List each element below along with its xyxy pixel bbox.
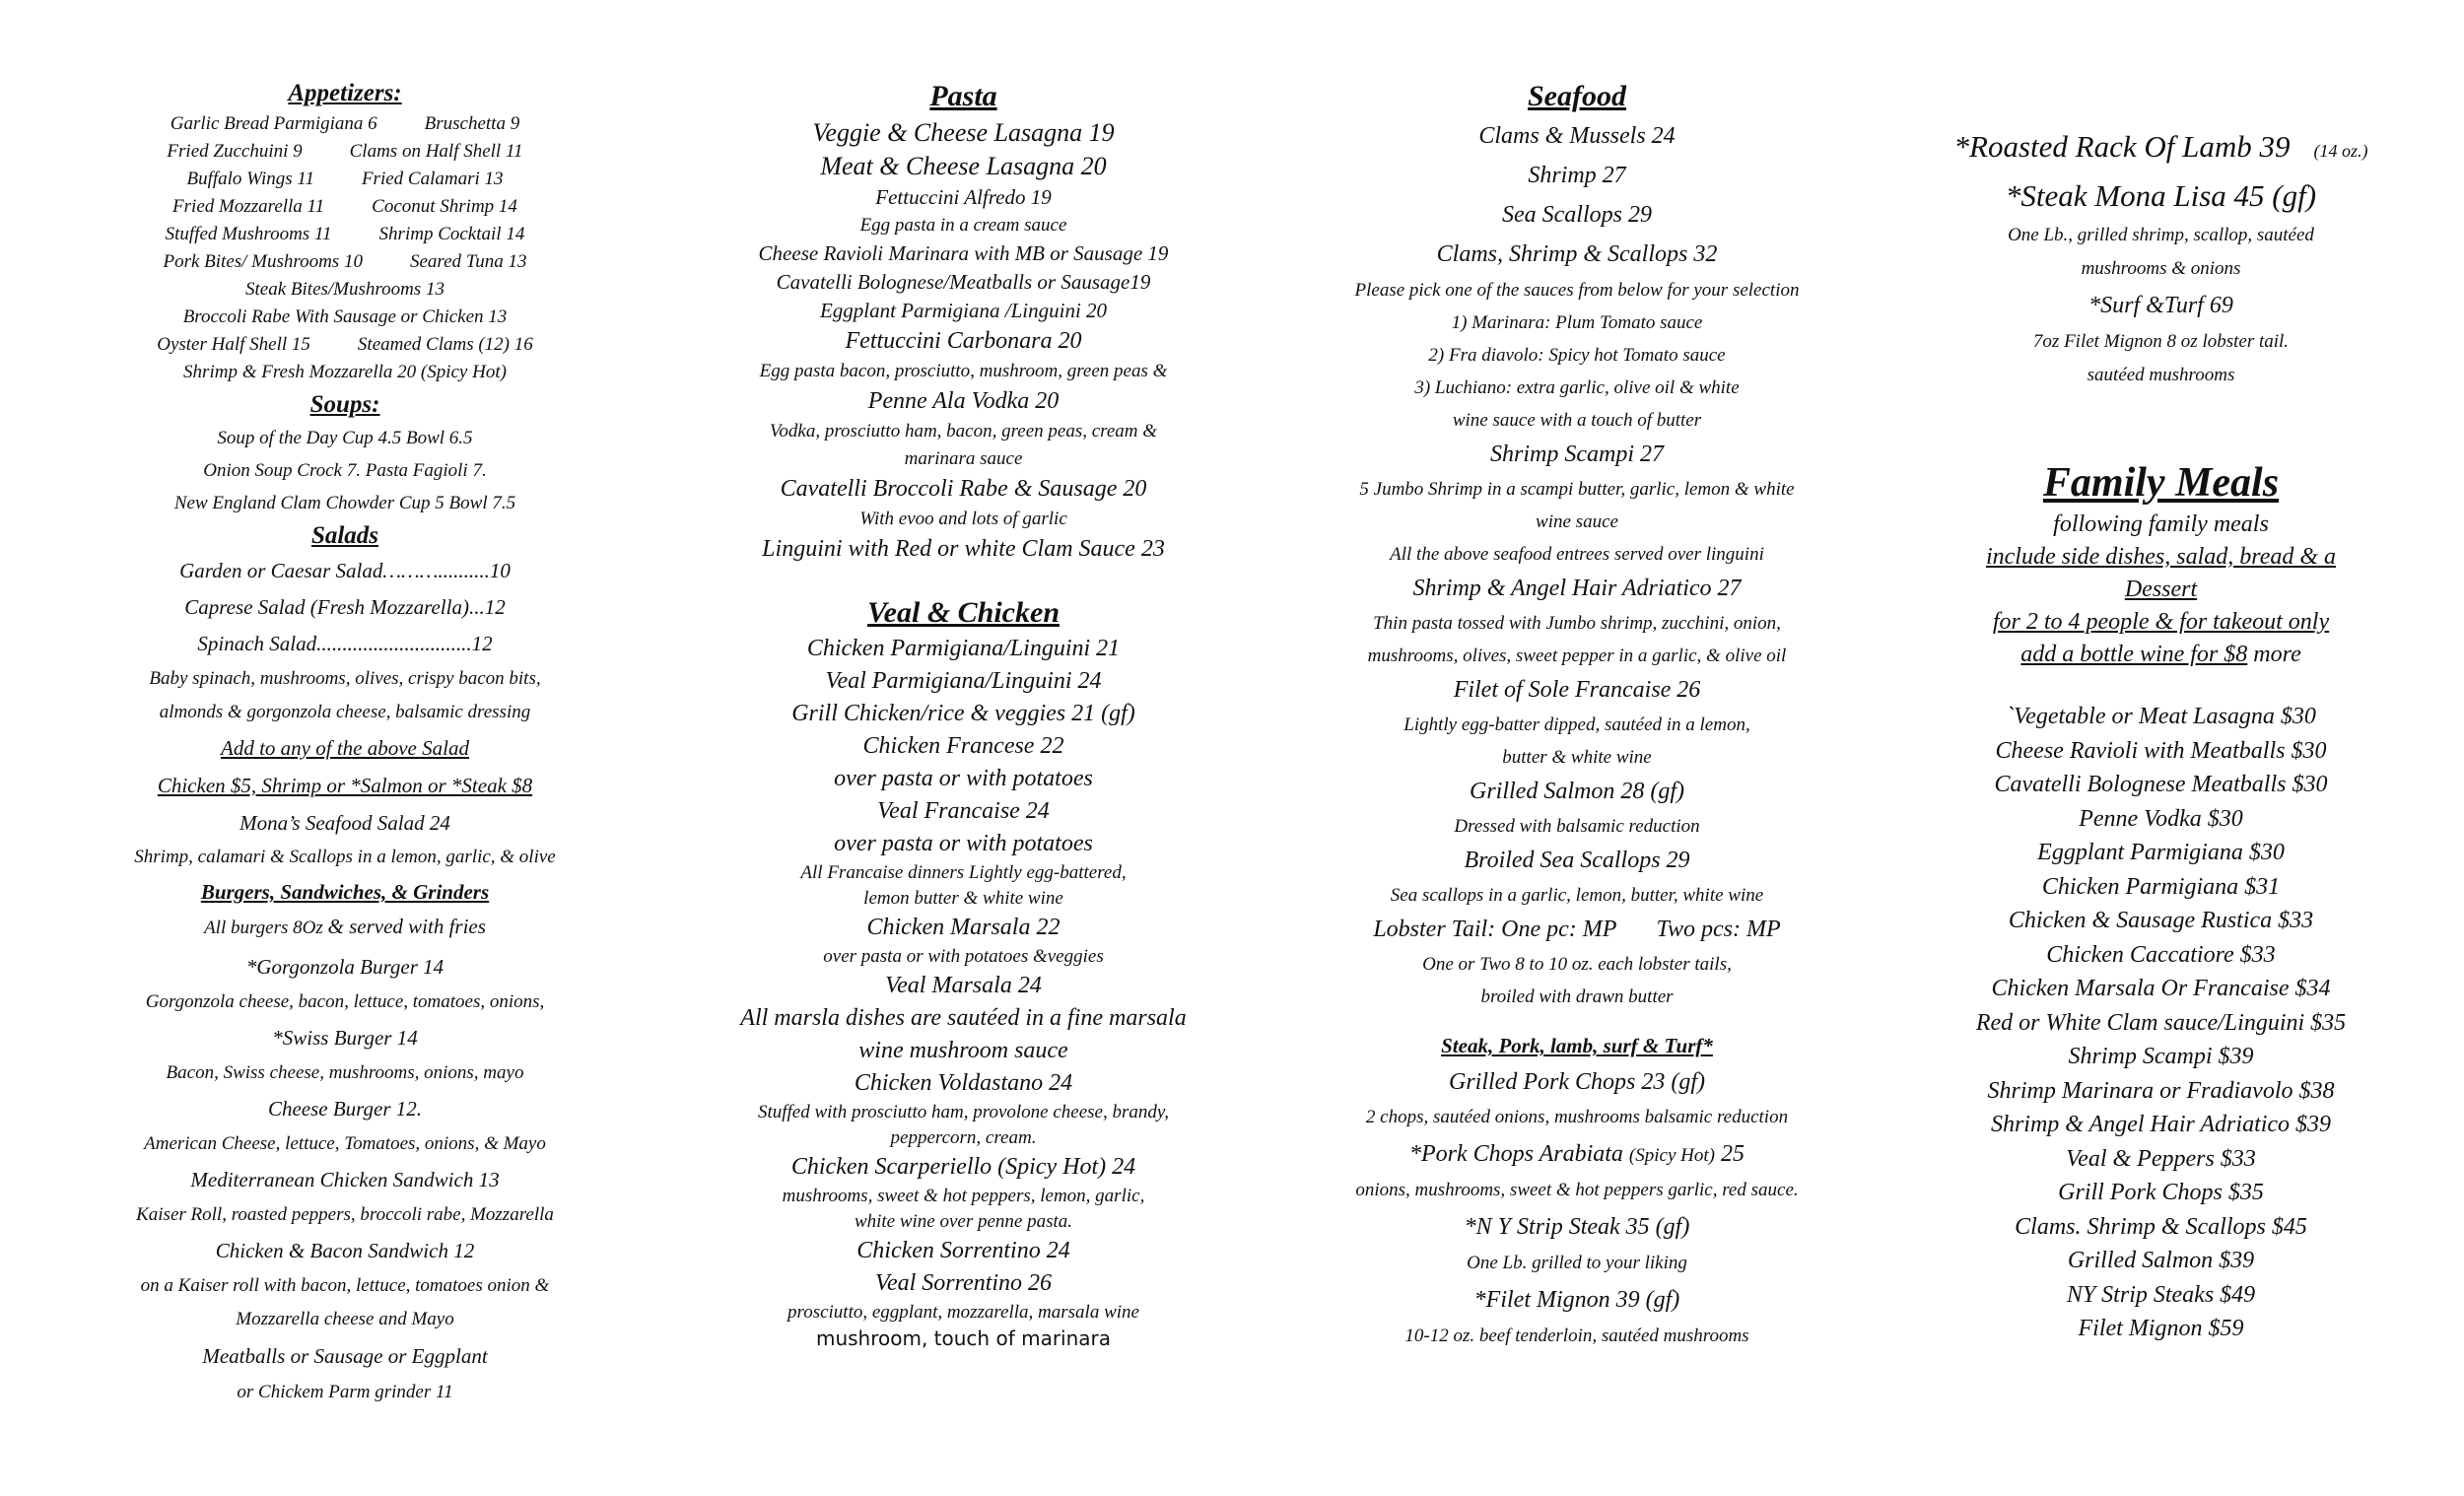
- salad-garden: Garden or Caesar Salad………..........10: [179, 559, 511, 582]
- menu-item-note: wine mushroom sauce: [858, 1038, 1068, 1063]
- menu-item: Broiled Sea Scallops 29: [1464, 848, 1690, 873]
- menu-item-desc: 10-12 oz. beef tenderloin, sautéed mushrooms: [1404, 1326, 1749, 1346]
- family-meal-item: Filet Mignon $59: [2078, 1316, 2244, 1341]
- surf-and-turf: *Surf &Turf 69: [2088, 293, 2233, 318]
- menu-item: Chicken Marsala 22: [866, 915, 1061, 940]
- salad-add-on: Add to any of the above Salad: [221, 736, 469, 760]
- appetizer-broccoli-rabe: Broccoli Rabe With Sausage or Chicken 13: [182, 306, 508, 327]
- menu-item: Chicken Voldastano 24: [854, 1070, 1073, 1096]
- menu-item: Grilled Pork Chops 23 (gf): [1449, 1069, 1705, 1095]
- family-meal-item: Chicken Marsala Or Francaise $34: [1991, 976, 2331, 1001]
- soups-heading: Soups:: [309, 391, 380, 418]
- family-meal-item: Shrimp Marinara or Fradiavolo $38: [1987, 1077, 2335, 1104]
- menu-item: Shrimp & Angel Hair Adriatico 27: [1412, 576, 1742, 601]
- family-meal-item: Cheese Ravioli with Meatballs $30: [1995, 737, 2327, 764]
- appetizer-steak-bites: Steak Bites/Mushrooms 13: [245, 279, 445, 300]
- menu-item-desc: Egg pasta bacon, prosciutto, mushroom, green peas &: [759, 361, 1168, 381]
- family-meal-item: Penne Vodka $30: [2079, 805, 2243, 832]
- family-meal-item: Shrimp Scampi $39: [2068, 1044, 2254, 1069]
- menu-item-desc: With evoo and lots of garlic: [859, 509, 1067, 529]
- menu-item-desc: 5 Jumbo Shrimp in a scampi butter, garlic, lemon & white: [1359, 479, 1795, 500]
- menu-item: Cavatelli Broccoli Rabe & Sausage 20: [780, 476, 1147, 502]
- family-meals-list: [1887, 700, 2434, 1346]
- menu-item: Fettuccini Alfredo 19: [875, 185, 1052, 209]
- monas-seafood-salad-desc: Shrimp, calamari & Scallops in a lemon, garlic, & olive: [134, 847, 556, 867]
- family-meals-note: add a bottle wine for $8 more: [2020, 642, 2301, 667]
- menu-item-desc: butter & white wine: [1502, 747, 1652, 768]
- salad-spinach-desc: almonds & gorgonzola cheese, balsamic dressing: [159, 702, 531, 722]
- family-meal-item: `Vegetable or Meat Lasagna $30: [2006, 704, 2316, 729]
- salad-add-on-prices: Chicken $5, Shrimp or *Salmon or *Steak $8: [157, 774, 533, 797]
- menu-item: Shrimp Scampi 27: [1490, 442, 1664, 467]
- menu-item: Linguini with Red or white Clam Sauce 23: [762, 536, 1165, 562]
- family-meal-item: Eggplant Parmigiana $30: [2037, 840, 2285, 865]
- menu-item-desc: mushrooms & onions: [2081, 258, 2241, 279]
- swiss-burger-desc: Bacon, Swiss cheese, mushrooms, onions, mayo: [166, 1062, 524, 1083]
- monas-seafood-salad: Mona’s Seafood Salad 24: [240, 811, 450, 835]
- veal-chicken-heading: Veal & Chicken: [866, 596, 1060, 629]
- menu-item-desc: Vodka, prosciutto ham, bacon, green peas, cream &: [769, 421, 1158, 442]
- menu-item: Veal Marsala 24: [885, 973, 1042, 998]
- family-meal-item: Shrimp & Angel Hair Adriatico $39: [1990, 1112, 2332, 1137]
- menu-item-desc: peppercorn, cream.: [890, 1127, 1037, 1148]
- cheese-burger: Cheese Burger 12.: [267, 1097, 423, 1121]
- appetizers-heading: Appetizers:: [288, 80, 402, 106]
- menu-item-desc: Dressed with balsamic reduction: [1454, 816, 1700, 837]
- menu-item: Veal Parmigiana/Linguini 24: [825, 668, 1102, 694]
- gorgonzola-burger-desc: Gorgonzola cheese, bacon, lettuce, tomatoes, onions,: [145, 991, 545, 1012]
- chicken-bacon-sandwich: Chicken & Bacon Sandwich 12: [215, 1239, 475, 1262]
- menu-item-desc: white wine over penne pasta.: [854, 1211, 1073, 1232]
- appetizer-row: Pork Bites/ Mushrooms 10 Seared Tuna 13: [163, 251, 527, 272]
- menu-item-desc: One Lb. grilled to your liking: [1467, 1253, 1687, 1273]
- family-meal-item: NY Strip Steaks $49: [2066, 1281, 2256, 1308]
- appetizer-row: Stuffed Mushrooms 11 Shrimp Cocktail 14: [165, 224, 525, 244]
- menu-item: Clams, Shrimp & Scallops 32: [1436, 241, 1718, 267]
- chicken-bacon-sandwich-desc: on a Kaiser roll with bacon, lettuce, tomatoes onion &: [140, 1275, 550, 1296]
- menu-item: Filet of Sole Francaise 26: [1453, 677, 1701, 703]
- seafood-heading: Seafood: [1528, 80, 1626, 112]
- menu-item-desc: onions, mushrooms, sweet & hot peppers garlic, red sauce.: [1355, 1180, 1799, 1200]
- menu-item-desc: 7oz Filet Mignon 8 oz lobster tail.: [2032, 331, 2290, 352]
- column-specials-family: [1887, 0, 2434, 1496]
- menu-item-desc: broiled with drawn butter: [1480, 986, 1674, 1007]
- steak-heading: Steak, Pork, lamb, surf & Turf*: [1441, 1034, 1713, 1057]
- menu-item-desc: Stuffed with prosciutto ham, provolone cheese, brandy,: [757, 1102, 1170, 1122]
- family-meal-item: Chicken & Sausage Rustica $33: [2008, 908, 2314, 933]
- appetizer-row: Fried Zucchuini 9 Clams on Half Shell 11: [167, 141, 523, 162]
- burgers-note: All burgers 8Oz & served with fries: [204, 915, 486, 938]
- menu-item: Veggie & Cheese Lasagna 19: [812, 118, 1115, 147]
- pasta-heading: Pasta: [929, 80, 997, 112]
- menu-item-note: All marsla dishes are sautéed in a fine marsala: [740, 1005, 1187, 1031]
- family-meals-note: Dessert: [2124, 577, 2198, 602]
- menu-item: Chicken Scarperiello (Spicy Hot) 24: [790, 1154, 1136, 1180]
- soup-line: Onion Soup Crock 7. Pasta Fagioli 7.: [203, 460, 487, 481]
- sauce-option: wine sauce with a touch of butter: [1452, 410, 1702, 431]
- menu-item-desc: Egg pasta in a cream sauce: [859, 215, 1067, 236]
- family-meal-item: Red or White Clam sauce/Linguini $35: [1975, 1009, 2347, 1036]
- appetizer-row: Buffalo Wings 11 Fried Calamari 13: [186, 169, 504, 189]
- menu-item: Meat & Cheese Lasagna 20: [820, 152, 1107, 180]
- appetizer-row: Fried Mozzarella 11 Coconut Shrimp 14: [172, 196, 517, 217]
- salads-heading: Salads: [310, 522, 379, 549]
- appetizer-row: Oyster Half Shell 15 Steamed Clams (12) 16: [157, 334, 533, 355]
- gorgonzola-burger: *Gorgonzola Burger 14: [245, 955, 445, 979]
- column-pasta-veal-chicken: [655, 0, 1271, 1496]
- family-meal-item: Grill Pork Chops $35: [2058, 1180, 2264, 1205]
- sauce-option: 1) Marinara: Plum Tomato sauce: [1451, 312, 1703, 333]
- lobster-tail: Lobster Tail: One pc: MP Two pcs: MP: [1373, 917, 1781, 942]
- menu-item-desc: One or Two 8 to 10 oz. each lobster tails,: [1422, 954, 1732, 975]
- salad-spinach: Spinach Salad..............................12: [197, 632, 493, 655]
- menu-item: Grill Chicken/rice & veggies 21 (gf): [791, 701, 1135, 726]
- family-meal-item: Clams. Shrimp & Scallops $45: [2015, 1213, 2307, 1240]
- chicken-bacon-sandwich-desc: Mozzarella cheese and Mayo: [236, 1309, 454, 1329]
- menu-item-desc: sautéed mushrooms: [2087, 365, 2235, 385]
- salad-caprese: Caprese Salad (Fresh Mozzarella)...12: [184, 595, 506, 619]
- menu-item: Clams & Mussels 24: [1478, 123, 1676, 149]
- pork-chops-arabiata: *Pork Chops Arabiata (Spicy Hot) 25: [1409, 1141, 1745, 1167]
- salad-spinach-desc: Baby spinach, mushrooms, olives, crispy bacon bits,: [149, 668, 541, 689]
- family-meal-item: Chicken Parmigiana $31: [2041, 873, 2281, 900]
- menu-item: Veal Sorrentino 26: [874, 1270, 1053, 1296]
- menu-item: Eggplant Parmigiana /Linguini 20: [819, 299, 1108, 322]
- menu-item: Cavatelli Bolognese/Meatballs or Sausage19: [776, 270, 1151, 294]
- appetizer-shrimp-mozzarella: Shrimp & Fresh Mozzarella 20 (Spicy Hot): [183, 362, 507, 382]
- column-seafood-steak: [1271, 0, 1882, 1496]
- menu-item-desc: over pasta or with potatoes &veggies: [823, 946, 1104, 967]
- menu-item-desc: lemon butter & white wine: [863, 888, 1063, 909]
- menu-item: Chicken Francese 22: [862, 733, 1064, 759]
- soup-line: New England Clam Chowder Cup 5 Bowl 7.5: [173, 493, 516, 513]
- cheese-burger-desc: American Cheese, lettuce, Tomatoes, onions, & Mayo: [144, 1133, 546, 1154]
- menu-item-desc: over pasta or with potatoes: [834, 831, 1093, 856]
- appetizer-row: Garlic Bread Parmigiana 6 Bruschetta 9: [170, 113, 520, 134]
- mediterranean-sandwich: Mediterranean Chicken Sandwich 13: [190, 1168, 500, 1191]
- menu-item-desc: mushrooms, olives, sweet pepper in a garlic, & olive oil: [1367, 646, 1787, 666]
- family-meals-note: for 2 to 4 people & for takeout only: [1992, 609, 2330, 635]
- menu-item: *N Y Strip Steak 35 (gf): [1464, 1214, 1690, 1240]
- menu-item: Sea Scallops 29: [1502, 202, 1652, 228]
- family-meals-note: include side dishes, salad, bread & a: [1985, 544, 2337, 570]
- family-meal-item: Veal & Peppers $33: [2066, 1145, 2256, 1172]
- menu-item: Cheese Ravioli Marinara with MB or Sausage 19: [758, 241, 1169, 265]
- family-meals-note: following family meals: [2053, 511, 2269, 537]
- menu-item: Penne Ala Vodka 20: [867, 388, 1060, 414]
- family-meal-item: Cavatelli Bolognese Meatballs $30: [1994, 772, 2328, 797]
- menu-item: Chicken Parmigiana/Linguini 21: [806, 636, 1121, 661]
- seafood-note: All the above seafood entrees served over linguini: [1390, 544, 1764, 565]
- menu-item: Shrimp 27: [1528, 163, 1626, 188]
- column-appetizers-salads-burgers: [39, 0, 650, 1496]
- family-meal-item: Chicken Caccatiore $33: [2046, 941, 2276, 968]
- menu-item: Grilled Salmon 28 (gf): [1470, 779, 1684, 804]
- steak-mona-lisa: *Steak Mona Lisa 45 (gf): [2005, 178, 2317, 213]
- menu-item: Fettuccini Carbonara 20: [845, 328, 1082, 354]
- family-meals-heading: Family Meals: [2042, 460, 2280, 506]
- burgers-heading: Burgers, Sandwiches, & Grinders: [200, 880, 490, 904]
- menu-item-desc: One Lb., grilled shrimp, scallop, sautéed: [2008, 225, 2314, 245]
- sauce-option: 3) Luchiano: extra garlic, olive oil & white: [1414, 377, 1740, 398]
- menu-item-desc: Lightly egg-batter dipped, sautéed in a lemon,: [1403, 714, 1750, 735]
- roasted-rack-of-lamb: *Roasted Rack Of Lamb 39 (14 oz.): [1953, 129, 2368, 164]
- sauce-option: 2) Fra diavolo: Spicy hot Tomato sauce: [1428, 345, 1726, 366]
- menu-item-desc: 2 chops, sautéed onions, mushrooms balsamic reduction: [1365, 1107, 1789, 1127]
- mediterranean-sandwich-desc: Kaiser Roll, roasted peppers, broccoli rabe, Mozzarella: [136, 1204, 554, 1225]
- menu-item: Chicken Sorrentino 24: [856, 1238, 1070, 1263]
- menu-item-desc: marinara sauce: [904, 448, 1023, 469]
- family-meal-item: Grilled Salmon $39: [2067, 1248, 2255, 1273]
- menu-item-desc: wine sauce: [1536, 511, 1618, 532]
- menu-item-desc: mushrooms, sweet & hot peppers, lemon, garlic,: [782, 1186, 1145, 1206]
- menu-item: *Filet Mignon 39 (gf): [1473, 1287, 1680, 1313]
- menu-item-desc: over pasta or with potatoes: [834, 766, 1093, 791]
- menu-item-desc: All Francaise dinners Lightly egg-battered,: [800, 862, 1127, 883]
- menu-item-desc: Sea scallops in a garlic, lemon, butter, white wine: [1390, 885, 1764, 906]
- swiss-burger: *Swiss Burger 14: [272, 1026, 418, 1050]
- menu-item: Veal Francaise 24: [877, 798, 1050, 824]
- menu-item-desc: prosciutto, eggplant, mozzarella, marsala wine: [787, 1302, 1139, 1323]
- sauce-pick-note: Please pick one of the sauces from below for your selection: [1354, 280, 1800, 301]
- menu-item-desc: mushroom, touch of marinara: [815, 1326, 1112, 1350]
- meatballs-grinder: Meatballs or Sausage or Eggplant: [202, 1344, 488, 1368]
- menu-item-desc: Thin pasta tossed with Jumbo shrimp, zucchini, onion,: [1373, 613, 1781, 634]
- meatballs-grinder-desc: or Chickem Parm grinder 11: [237, 1382, 453, 1402]
- soup-line: Soup of the Day Cup 4.5 Bowl 6.5: [217, 428, 473, 448]
